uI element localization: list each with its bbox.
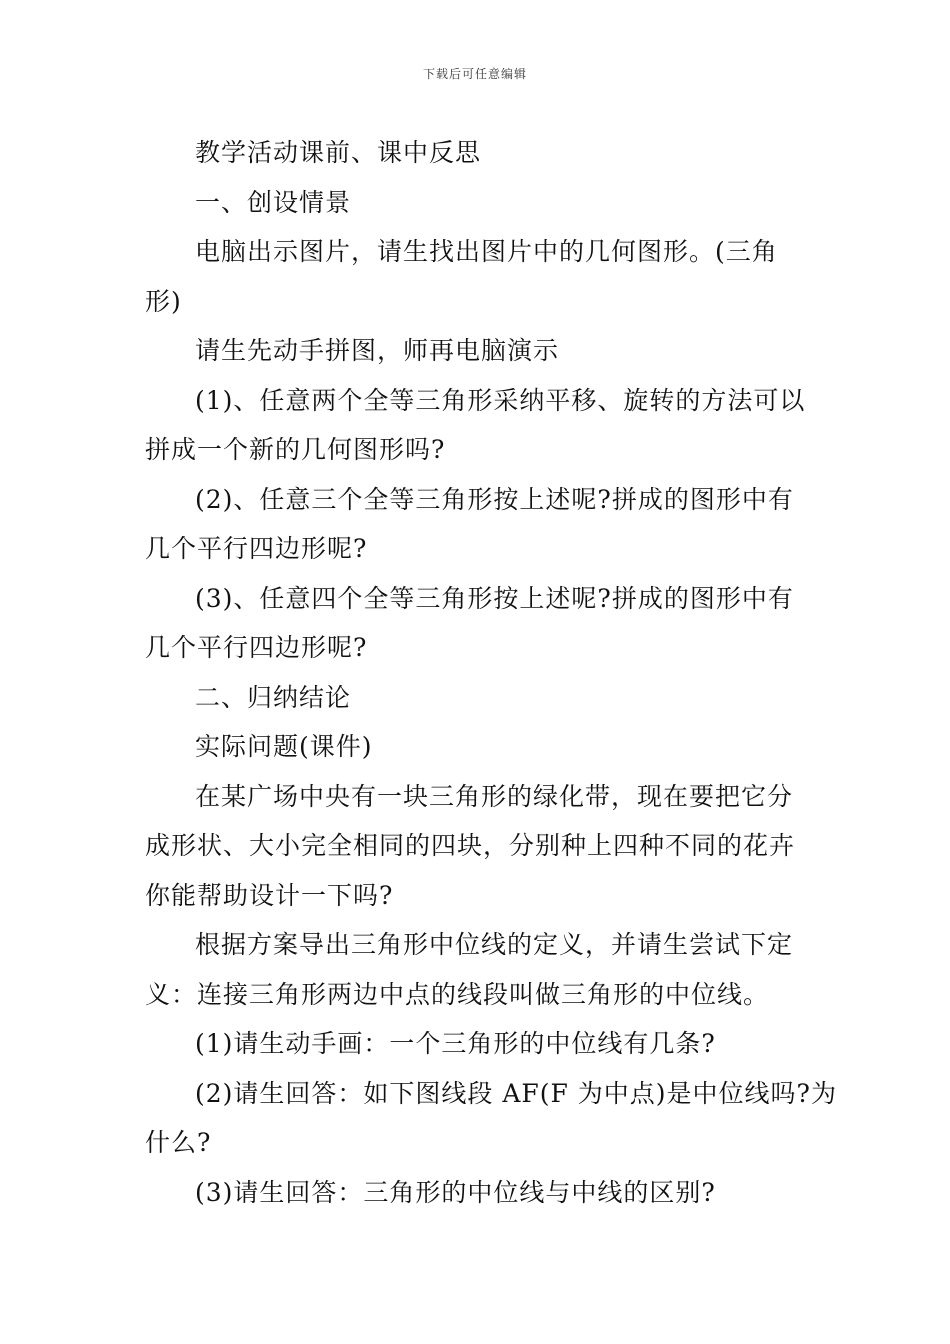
paragraph: (3)、任意四个全等三角形按上述呢?拼成的图形中有 几个平行四边形呢? — [145, 583, 794, 662]
paragraph: 根据方案导出三角形中位线的定义，并请生尝试下定 义：连接三角形两边中点的线段叫做三角形的中位线。 — [145, 930, 794, 1009]
paragraph-title: 教学活动课前、课中反思 — [195, 138, 482, 167]
paragraph: 请生先动手拼图，师再电脑演示 — [195, 336, 560, 365]
paragraph: (2)、任意三个全等三角形按上述呢?拼成的图形中有 几个平行四边形呢? — [145, 484, 794, 563]
paragraph: (1)、任意两个全等三角形采纳平移、旋转的方法可以 拼成一个新的几何图形吗? — [145, 385, 806, 464]
page-header: 下载后可任意编辑 — [422, 67, 527, 81]
paragraph: (3)请生回答：三角形的中位线与中线的区别? — [195, 1177, 716, 1207]
paragraph: (2)请生回答：如下图线段 AF(F 为中点)是中位线吗?为 什么? — [145, 1078, 837, 1157]
paragraph: 实际问题(课件) — [195, 732, 373, 761]
section-heading-2: 二、归纳结论 — [195, 682, 352, 712]
document-body — [145, 128, 837, 1217]
paragraph: (1)请生动手画：一个三角形的中位线有几条? — [195, 1029, 716, 1058]
section-heading-1: 一、创设情景 — [195, 187, 352, 217]
paragraph: 电脑出示图片，请生找出图片中的几何图形。(三角 形) — [145, 237, 778, 316]
paragraph: 在某广场中央有一块三角形的绿化带，现在要把它分 成形状、大小完全相同的四块，分别种上四种不同的花卉 你能帮助设计一下吗? — [145, 781, 796, 910]
